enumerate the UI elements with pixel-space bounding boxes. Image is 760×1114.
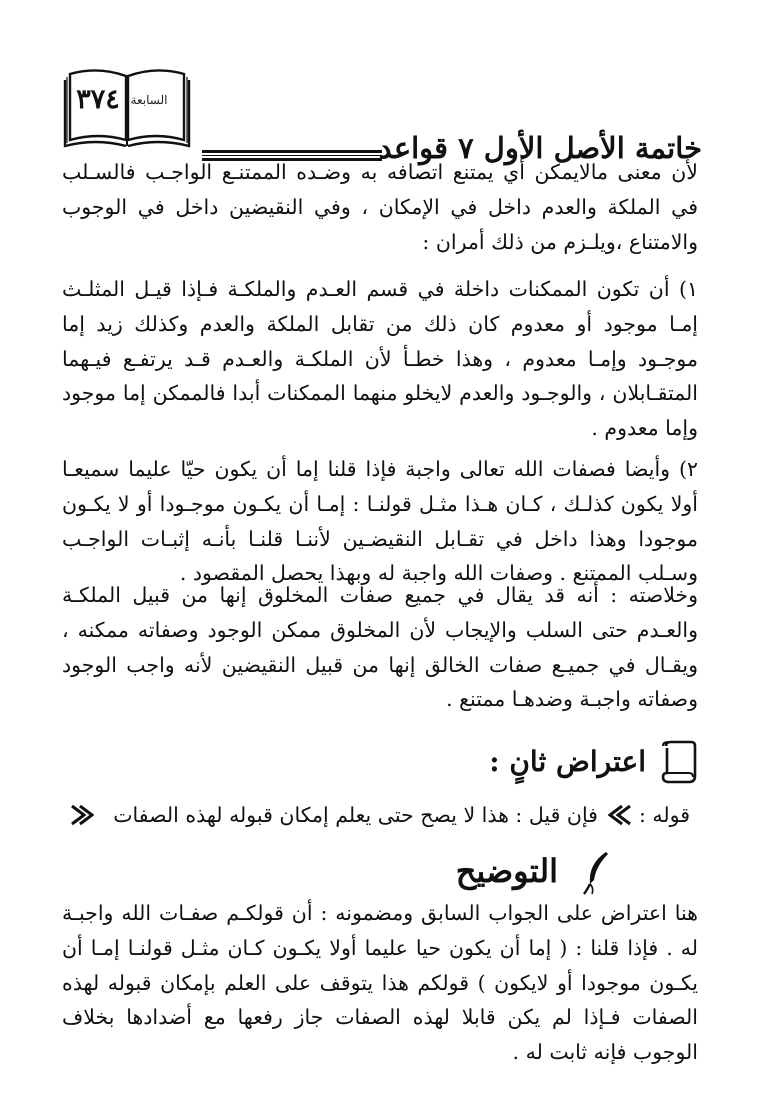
objection-heading	[438, 738, 698, 788]
paragraph-explanation	[62, 896, 698, 1070]
objection-title: اعتراض ثانٍ :	[489, 745, 646, 778]
quill-pen-icon	[582, 850, 612, 896]
paragraph-text: ٢) وأيضا فصفات الله تعالى واجبة فإذا قلنا إما أن يكون حيّا عليما سميعـا أولا يكون كذلـك ، كـان هـذا مثـل قولنـا : إمـا أن يكـون موجـودا أو لا يكـون موجودا وهذا داخل في تقـابل النقيضـين لأننـا قلنـا بأنـه إثبـات الواجـب وسـلب الممتنع . وصفات الله واجبة له وبهذا يحصل المقصود .	[62, 457, 698, 586]
quoted-statement	[70, 796, 690, 836]
paragraph-intro	[62, 155, 698, 259]
scroll-icon	[658, 740, 698, 784]
chapter-title: خاتمة الأصل الأول ٧ قواعد	[378, 131, 702, 165]
paragraph-text: وخلاصته : أنه قد يقال في جميع صفات المخلوق إنها من قبيل الملكـة والعـدم حتى السلب والإيجاب لأن المخلوق ممكن الوجود وصفاته ممكنه ، ويقـال في جميـع صفات الخالق إنها من قبيل النقيضين لأنه واجب الوجود وصفاته واجبـة وضدهـا ممتنع .	[62, 583, 698, 712]
paragraph-summary	[62, 578, 698, 717]
quote-label: قوله :	[638, 803, 690, 827]
paragraph-point-one	[62, 272, 698, 446]
paragraph-text: هنا اعتراض على الجواب السابق ومضمونه : أن قولكـم صفـات الله واجبـة له . فإذا قلنا : ( إما أن يكون حيا عليما أولا يكـون كـان مثـل قولنـا إمـا أن يكـون موجودا أو لايكون ) قولكم هذا يتوقف على العلم بإمكان قبوله لهذه الصفات فـإذا لم يكن قابلا لهذه الصفات جاز رفعها مع أضدادها بخلاف الوجوب فإنه ثابت له .	[62, 901, 698, 1065]
page-header	[62, 60, 702, 165]
explanation-heading	[292, 846, 612, 902]
paragraph-text: ١) أن تكون الممكنات داخلة في قسم العـدم والملكـة فـإذا قيـل المثلـث إمـا موجود أو معدوم كان ذلك من تقابل الملكة والعدم وكذلك زيد إما موجـود وإمـا معدوم ، وهذا خطـأ لأن الملكـة والعـدم قـد يرتفـع فيـهما المتقـابلان ، والوجـود والعدم لايخلو منهما الممكنات أبدا فالممكن إما موجود وإما معدوم .	[62, 277, 698, 441]
paragraph-text: لأن معنى مالايمكن أي يمتنع اتصافه به وضـده الممتنـع الواجـب فالسـلب في الملكة والعدم داخل في الإمكان ، وفي النقيضين داخل في الوجوب والامتناع ،ويلـزم من ذلك أمران :	[62, 160, 698, 254]
part-label: السابعة	[130, 93, 168, 107]
explanation-title: التوضيح	[455, 852, 558, 890]
bracket-ornament-icon	[70, 804, 94, 826]
quote-text: فإن قيل : هذا لا يصح حتى يعلم إمكان قبوله لهذه الصفات	[113, 803, 598, 827]
bracket-ornament-icon	[608, 804, 632, 826]
page-number: ٣٧٤	[76, 84, 120, 115]
paragraph-point-two	[62, 452, 698, 591]
open-book-icon	[62, 60, 192, 150]
